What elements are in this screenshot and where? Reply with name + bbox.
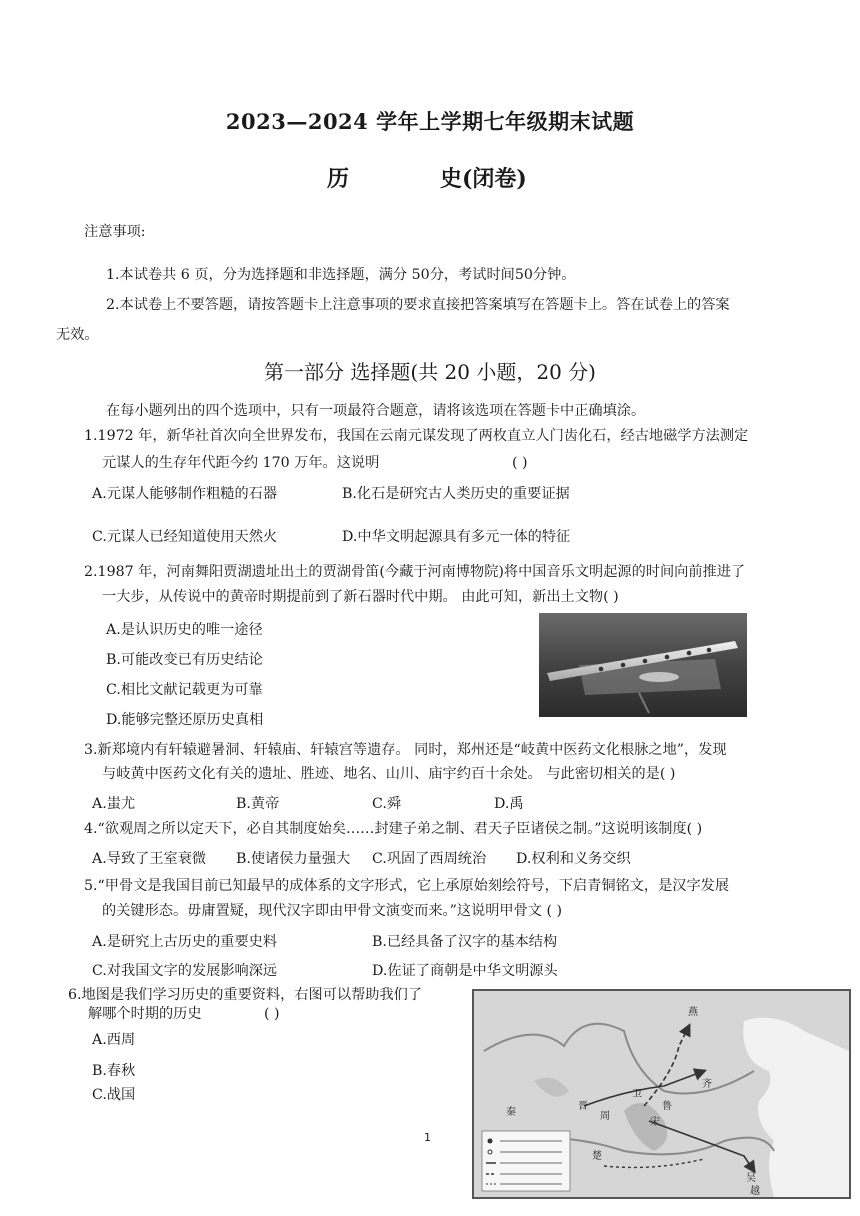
q2-stem-line1: 2.1987 年，河南舞阳贾湖遗址出土的贾湖骨笛(今藏于河南博物院)将中国音乐文明起源的时间向前推进了 [84,564,746,580]
map-label-jin: 晋 [578,1101,588,1112]
q5-stem-line1: 5.“甲骨文是我国目前已知最早的成体系的文字形式，它上承原始刻绘符号，下启青铜铭文，是汉字发展 [84,878,730,894]
subject-title-right: 史(闭卷) [440,166,527,192]
q1-answer-paren: ( ) [512,455,528,471]
q5-option-b: B.已经具备了汉字的基本结构 [372,934,558,950]
q6-option-b: B.春秋 [92,1063,136,1079]
q2-option-a: A.是认识历史的唯一途径 [106,622,263,638]
map-label-chu: 楚 [592,1151,602,1162]
map-label-wu: 吴 [746,1173,756,1184]
q6-stem-line1: 6.地图是我们学习历史的重要资料，右图可以帮助我们了 [68,987,423,1003]
q5-stem-line2: 的关键形态。毋庸置疑，现代汉字即由甲骨文演变而来。”这说明甲骨文 ( ) [102,903,563,919]
q6-answer-paren: ( ) [264,1006,280,1022]
q2-option-d: D.能够完整还原历史真相 [106,712,264,728]
q3-option-d: D.禹 [494,796,524,812]
notice-item-1: 1.本试卷共 6 页，分为选择题和非选择题，满分 50分，考试时间50分钟。 [106,267,576,283]
q1-option-b: B.化石是研究古人类历史的重要证据 [342,486,570,502]
notice-heading: 注意事项: [84,224,146,240]
map-label-wei: 卫 [632,1089,642,1100]
q4-option-c: C.巩固了西周统治 [372,851,487,867]
q1-option-c: C.元谋人已经知道使用天然火 [92,529,278,545]
bone-flute-photo [539,613,747,717]
map-label-yan: 燕 [688,1007,698,1018]
map-legend [482,1131,570,1191]
q1-option-d: D.中华文明起源具有多元一体的特征 [342,529,571,545]
section-title: 第一部分 选择题(共 20 小题，20 分) [264,360,596,384]
map-label-zhou: 周 [600,1111,610,1122]
q2-option-b: B.可能改变已有历史结论 [106,652,263,668]
map-label-yue: 越 [750,1186,760,1197]
historical-map [472,989,851,1199]
page-number: 1 [424,1131,431,1144]
notice-item-2: 2.本试卷上不要答题，请按答题卡上注意事项的要求直接把答案填写在答题卡上。答在试卷上的答案 [106,297,730,313]
q6-option-a: A.西周 [92,1032,136,1048]
q3-option-c: C.舜 [372,796,402,812]
exam-title: 2023—2024 学年上学期七年级期末试题 [225,109,635,134]
q4-option-a: A.导致了王室衰微 [92,851,207,867]
q3-stem-line1: 3.新郑境内有轩辕避暑洞、轩辕庙、轩辕宫等遗存。 同时，郑州还是“岐黄中医药文化根脉之地”，发现 [84,742,727,758]
q3-stem-line2: 与岐黄中医药文化有关的遗址、胜迹、地名、山川、庙宇约百十余处。 与此密切相关的是( ) [102,766,676,782]
q3-option-a: A.蚩尤 [92,796,136,812]
q4-option-b: B.使诸侯力量强大 [236,851,351,867]
q1-stem-line2: 元谋人的生存年代距今约 170 万年。这说明 [102,455,380,471]
map-label-qin: 秦 [506,1107,516,1118]
subject-title-left: 历 [327,166,350,192]
notice-item-2-cont: 无效。 [56,327,99,343]
q3-option-b: B.黄帝 [236,796,280,812]
q2-stem-line2: 一大步，从传说中的黄帝时期提前到了新石器时代中期。 由此可知，新出土文物( ) [102,589,619,605]
q4-option-d: D.权利和义务交织 [516,851,631,867]
map-label-qi: 齐 [702,1079,712,1090]
q6-option-c: C.战国 [92,1087,136,1103]
q2-option-c: C.相比文献记载更为可靠 [106,682,263,698]
q5-option-c: C.对我国文字的发展影响深远 [92,963,278,979]
q5-option-a: A.是研究上古历史的重要史料 [92,934,278,950]
q1-option-a: A.元谋人能够制作粗糙的石器 [92,486,278,502]
section-intro: 在每小题列出的四个选项中，只有一项最符合题意，请将该选项在答题卡中正确填涂。 [106,403,646,419]
q4-stem-line1: 4.“欲观周之所以定天下，必自其制度始矣……封建子弟之制、君天子臣诸侯之制。”这说明该制度( ) [84,821,703,837]
map-label-lu: 鲁 [662,1101,672,1112]
q1-stem-line1: 1.1972 年，新华社首次向全世界发布，我国在云南元谋发现了两枚直立人门齿化石，经古地磁学方法测定 [84,428,749,444]
map-label-song: 宋 [650,1117,660,1128]
q6-stem-line2: 解哪个时期的历史 [88,1006,202,1022]
q5-option-d: D.佐证了商朝是中华文明源头 [372,963,558,979]
